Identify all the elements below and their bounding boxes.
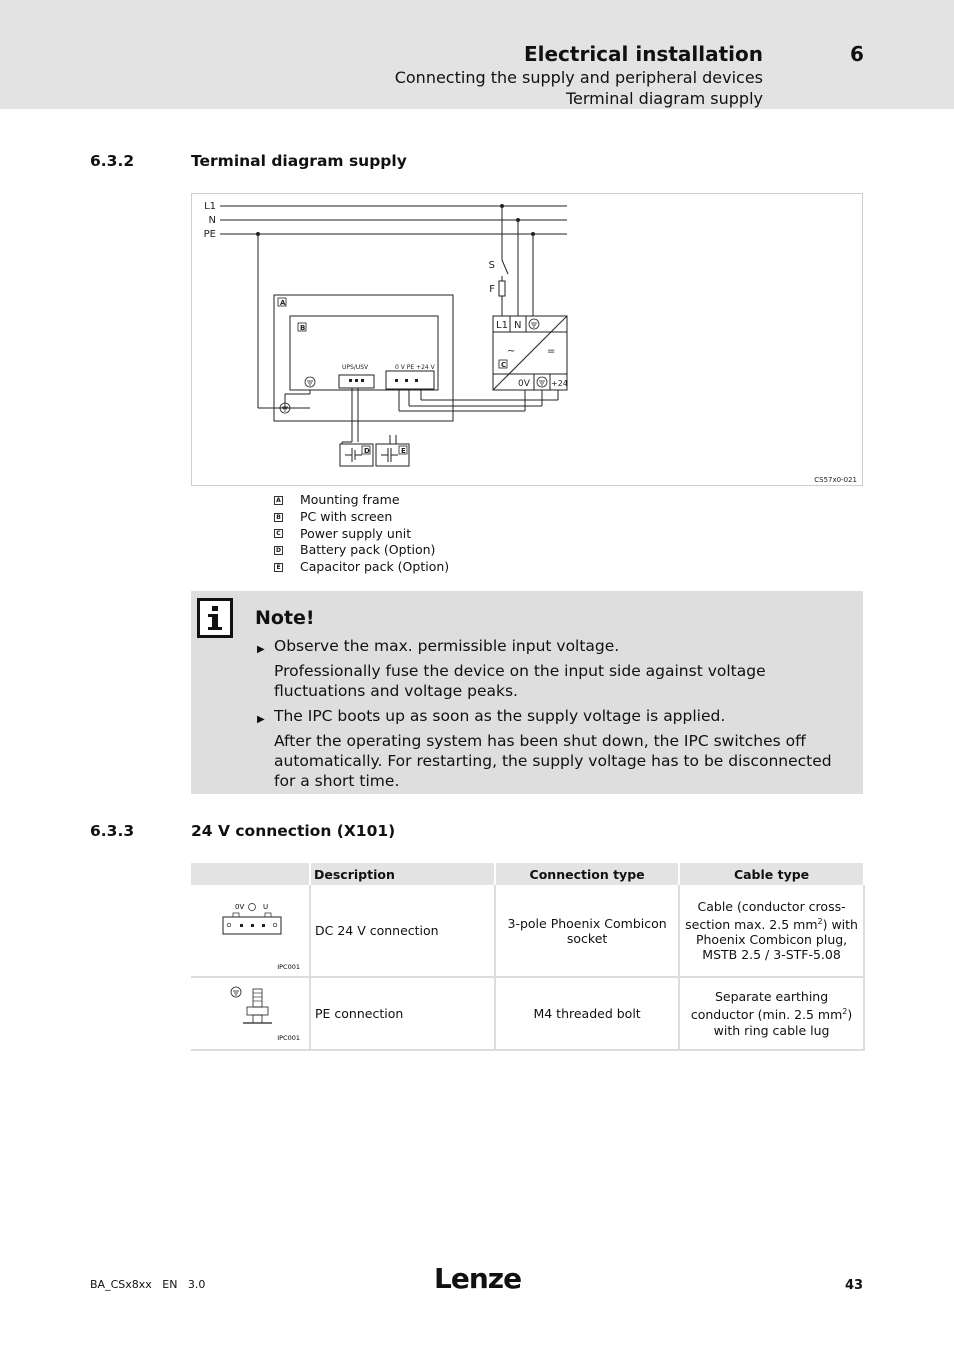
connector-label: 0 V PE +24 V (395, 364, 435, 371)
header-subtitle: Connecting the supply and peripheral devices (394, 68, 763, 87)
switch-label: S (488, 260, 495, 271)
header-band (0, 0, 954, 109)
note-title: Note! (255, 607, 315, 629)
connection-cell: M4 threaded bolt (495, 977, 679, 1050)
key-d: D (364, 447, 370, 455)
header-subtitle-2: Terminal diagram supply (565, 89, 763, 108)
terminal-diagram-svg (192, 194, 864, 487)
diagram-legend (274, 492, 449, 576)
figure-id: CS57x0-021 (814, 476, 857, 484)
key-a: A (280, 299, 286, 307)
chapter-number: 6 (850, 42, 864, 66)
description-cell: PE connection (310, 977, 495, 1050)
table-header-row (191, 863, 864, 885)
document-id: BA_CSx8xx EN 3.0 (90, 1278, 206, 1291)
cable-cell: Cable (conductor cross-section max. 2.5 $mm^2$) with Phoenix Combicon plug, MSTB 2.5 / 3-STF-5.08 (679, 885, 864, 977)
note-paragraph: After the operating system has been shut down, the IPC switches off automatically. For restarting, the supply voltage has to be disconnected for a short time. (274, 732, 832, 790)
note-bullet: ▶ Observe the max. permissible input voltage. (257, 636, 857, 656)
column-header: Cable type (679, 863, 864, 885)
section-number: 6.3.3 (90, 822, 135, 840)
terminal-diagram (191, 193, 863, 486)
lenze-logo: Lenze (434, 1262, 522, 1295)
svg-text:IPC001: IPC001 (277, 1034, 300, 1042)
psu-terminal-n: N (514, 320, 522, 331)
cable-cell: Separate earthing conductor (min. 2.5 $mm^2$) with ring cable lug (679, 977, 864, 1050)
ac-symbol: ~ (507, 346, 516, 357)
section-title: 24 V connection (X101) (191, 822, 396, 840)
connector-image-cell (191, 977, 310, 1050)
section-number: 6.3.2 (90, 152, 135, 170)
description-cell: DC 24 V connection (310, 885, 495, 977)
key-b: B (300, 324, 306, 332)
section-title: Terminal diagram supply (191, 152, 407, 170)
note-text (257, 636, 857, 791)
svg-text:0V: 0V (235, 903, 245, 911)
key-c: C (501, 361, 507, 369)
ups-label: UPS/USV (342, 364, 369, 371)
chapter-title: Electrical installation (523, 42, 763, 66)
column-header: Connection type (495, 863, 679, 885)
legend-item: B PC with screen (274, 509, 449, 526)
psu-terminal-0v: 0V (518, 379, 530, 389)
connector-image-cell (191, 885, 310, 977)
line-label: PE (203, 229, 216, 240)
note-bullet: ▶ The IPC boots up as soon as the supply voltage is applied. (257, 706, 857, 726)
table-row (191, 885, 864, 977)
line-label: N (208, 215, 216, 226)
line-label: L1 (204, 201, 216, 212)
svg-text:U: U (263, 903, 269, 911)
column-header: Description (310, 863, 495, 885)
legend-item: A Mounting frame (274, 492, 449, 509)
psu-terminal-24: +24 (551, 379, 568, 388)
column-header (191, 863, 310, 885)
note-paragraph: Professionally fuse the device on the input side against voltage fluctuations and voltage peaks. (274, 662, 766, 700)
page-number: 43 (845, 1278, 864, 1293)
legend-item: D Battery pack (Option) (276, 542, 436, 558)
legend-item: C Power supply unit (274, 526, 449, 543)
connection-table (191, 863, 865, 1051)
combicon-socket-icon (195, 885, 305, 973)
fuse-label: F (489, 284, 495, 295)
dc-symbol: = (547, 346, 556, 357)
psu-terminal-l1: L1 (496, 320, 508, 331)
svg-text:IPC001: IPC001 (277, 963, 300, 971)
legend-item: E Capacitor pack (Option) (274, 559, 449, 576)
threaded-bolt-icon (195, 978, 305, 1046)
connection-cell: 3-pole Phoenix Combicon socket (495, 885, 679, 977)
key-e: E (401, 447, 406, 455)
info-icon (197, 598, 233, 638)
note-box (191, 591, 863, 794)
table-row (191, 977, 864, 1050)
